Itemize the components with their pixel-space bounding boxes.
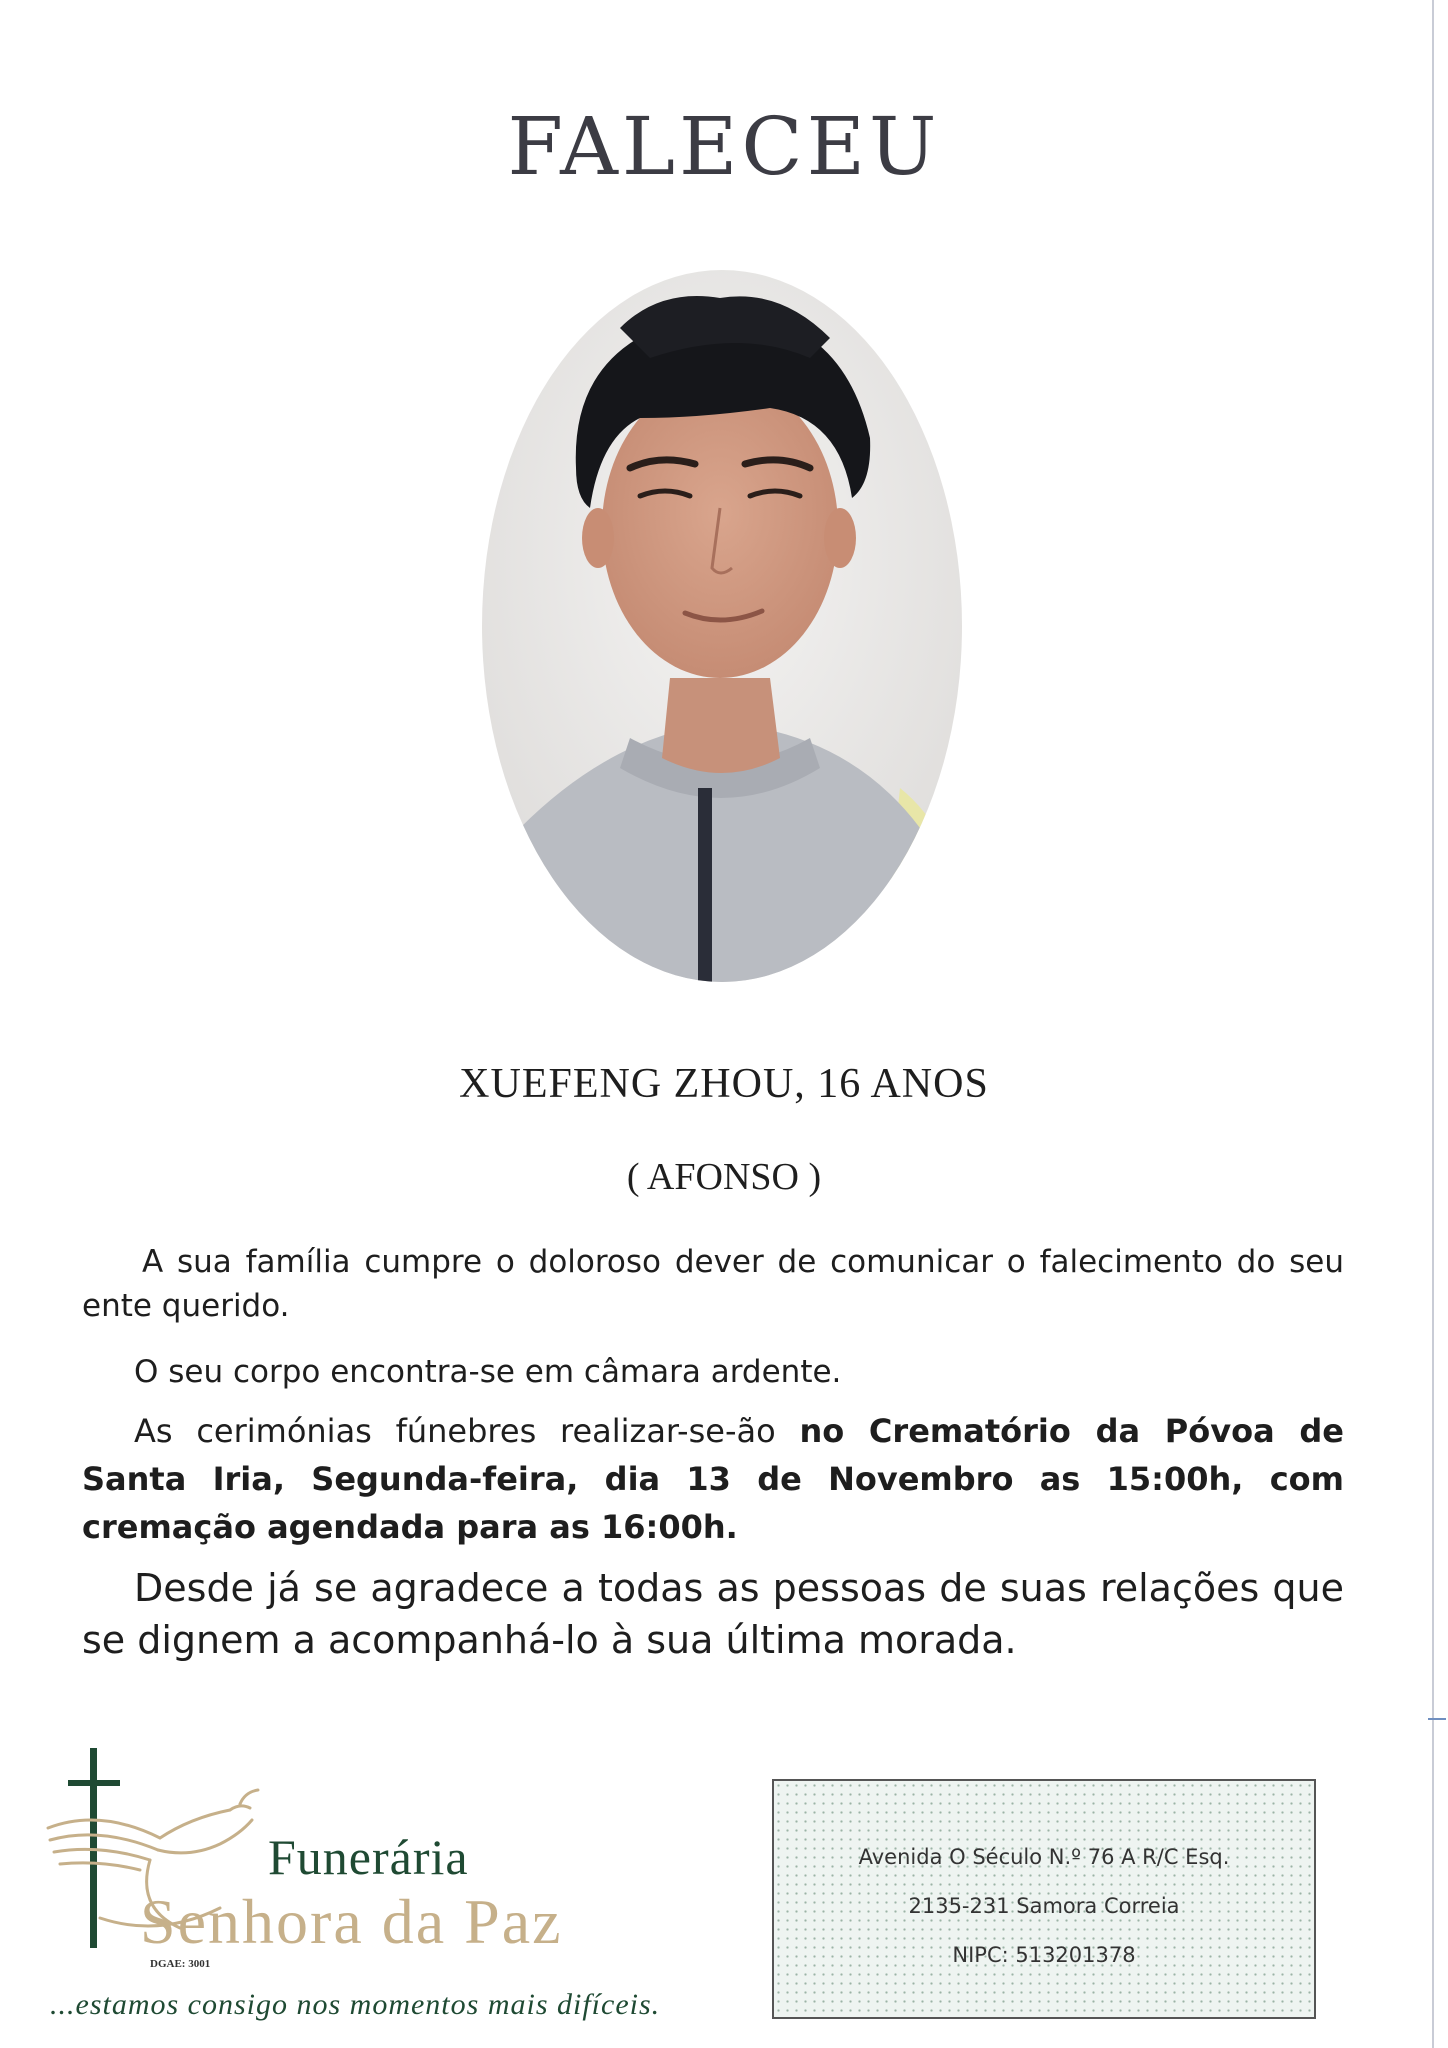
wake-paragraph: O seu corpo encontra-se em câmara ardente. [134,1354,842,1390]
announcement-paragraph: A sua família cumpre o doloroso dever de comunicar o falecimento do seu ente querido. [82,1244,1344,1324]
address-street: Avenida O Século N.º 76 A R/C Esq. [858,1845,1230,1869]
funeral-home-name-line1: Funerária [268,1829,469,1885]
page-edge-mark [1428,1718,1446,1720]
address-box [772,1779,1316,2019]
deceased-name: XUEFENG ZHOU, 16 ANOS [459,1061,989,1107]
address-postal: 2135-231 Samora Correia [908,1894,1180,1918]
cross-icon [68,1748,120,1948]
page-edge-line [1432,0,1434,2048]
ceremony-details: no Crematório da Póvoa de Santa Iria, Segunda-feira, dia 13 de Novembro as 15:00h, com cremação agendada para as 16:00h. [82,1412,1344,1546]
ceremony-intro: As cerimónias fúnebres realizar-se-ão [134,1412,800,1450]
registration-number: DGAE: 3001 [150,1958,211,1970]
deceased-nickname: ( AFONSO ) [626,1156,822,1198]
ceremony-paragraph [82,1407,1344,1551]
funeral-home-slogan: ...estamos consigo nos momentos mais difíceis. [50,1988,661,2021]
address-nipc: NIPC: 513201378 [952,1943,1136,1967]
thanks-paragraph: Desde já se agradece a todas as pessoas de suas relações que se dignem a acompanhá-lo à sua última morada. [82,1566,1344,1662]
notice-title: FALECEU [507,100,941,193]
funeral-home-name-line2: Senhora da Paz [140,1886,563,1957]
portrait-photo [480,268,964,984]
